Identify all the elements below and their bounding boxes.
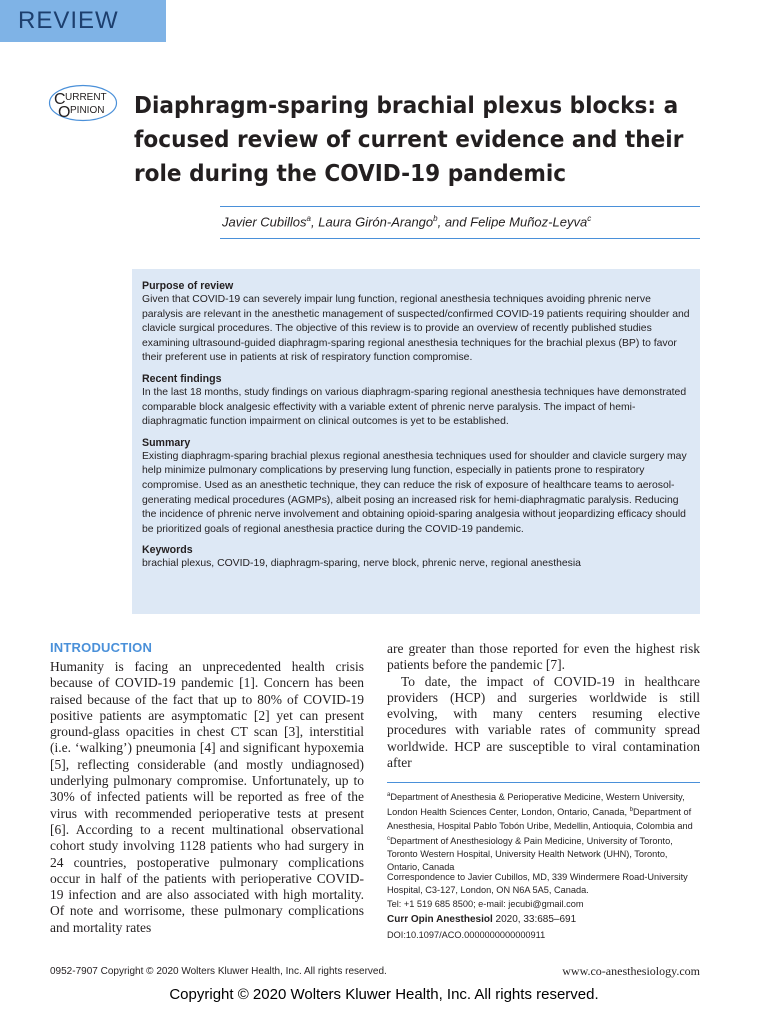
correspondence: Correspondence to Javier Cubillos, MD, 339 Windermere Road-University Hospital, C3-127, London, ON N6A 5A5, Canada. xyxy=(387,872,688,896)
logo-word-pinion: PINION xyxy=(70,105,105,116)
purpose-heading: Purpose of review xyxy=(142,280,234,292)
logo-letter-c: C xyxy=(54,91,66,108)
keywords-heading: Keywords xyxy=(142,544,193,557)
body-column-left: Humanity is facing an unprecedented health crisis because of COVID-19 pandemic [1]. Concern has been raised because of the fact that up to 80% of COVID-19 positive patients are asymptomatic [2] yet can present ground-glass opacities in chest CT scan [3], interstitial (i.e. ‘walking’) pneumonia [4] and significant hypoxemia [5], reflecting considerable (and mostly undiagnosed) underlying pulmonary compromise. Unfortunately, up to 30% of infected patients will be reported as free of the virus with recommended perioperative tests at present [6]. According to a recent multinational observational cohort study involving 1128 patients who had surgery in 24 countries, postoperative pulmonary complications occur in half of the patients with perioperative COVID-19 infection and are also associated with high mortality. Of note and worrisome, these pulmonary complications and mortality rates xyxy=(50,659,364,935)
author-name: Felipe Muñoz-Leyva xyxy=(470,214,588,230)
introduction-heading: INTRODUCTION xyxy=(50,640,153,655)
doi[interactable]: DOI:10.1097/ACO.0000000000000911 xyxy=(387,930,546,940)
affiliations: $^a$Department of Anesthesia & Perioperative Medicine, Western University, London Health Sciences Center, London, Ontario, Canada, $^b$Department of Anesthesia, Hospital Pablo Tobón Uribe, Medellin, Antioquia, Colombia and $^c$Department of Anesthesiology & Pain Medicine, University of Toronto, Toronto Western Hospital, University Health Network (UHN), Toronto, Ontario, Canada xyxy=(387,792,693,873)
findings-heading: Recent findings xyxy=(142,372,222,385)
article-title: Diaphragm-sparing brachial plexus blocks: a focused review of current evidence and their role during the COVID-19 pandemic xyxy=(134,91,684,187)
section-tab: REVIEW xyxy=(0,0,166,42)
author-list xyxy=(222,214,591,229)
body-column-right xyxy=(387,641,700,771)
author-affiliation-mark: c xyxy=(587,214,592,223)
contact-info[interactable]: Tel: +1 519 685 8500; e-mail: jecubi@gmail.com xyxy=(387,899,584,909)
logo-letter-o: O xyxy=(58,104,71,121)
footnote-rule xyxy=(387,782,700,783)
journal-name: Curr Opin Anesthesiol xyxy=(387,914,493,925)
copyright-watermark: Copyright © 2020 Wolters Kluwer Health, Inc. All rights reserved. xyxy=(169,986,599,1003)
logo-word-urrent: URRENT xyxy=(65,92,107,103)
findings-text: In the last 18 months, study findings on various diaphragm-sparing regional anesthesia techniques have demonstrated comparable block analgesic effectivity with a variable extent of phrenic nerve paralysis. The impact of hemi-diaphragmatic function impairment on clinical outcomes is yet to be established. xyxy=(142,386,687,428)
author-separator: , and xyxy=(437,214,471,230)
author-separator: , xyxy=(311,214,319,230)
abstract-box xyxy=(132,269,700,614)
current-opinion-logo xyxy=(48,84,118,122)
footer-issn-copyright: 0952-7907 Copyright © 2020 Wolters Kluwer Health, Inc. All rights reserved. xyxy=(50,966,387,977)
purpose-text: Given that COVID-19 can severely impair lung function, regional anesthesia techniques avoiding phrenic nerve paralysis are relevant in the anesthetic management of suspected/confirmed COVID-19 patients requiring shoulder and clavicle surgical procedures. The objective of this review is to provide an overview of recently published studies examining ultrasound-guided diaphragm-sparing regional anesthesia techniques for the brachial plexus (BP) to favor their preferent use in patients at risk of respiratory function compromise. xyxy=(142,294,690,364)
summary-text: Existing diaphragm-sparing brachial plexus regional anesthesia techniques used for shoulder and clavicle surgery may help minimize pulmonary complications by preserving lung function, especially in patients prone to respiratory compromise. Used as an anesthetic technique, they can reduce the risk of exposure of healthcare teams to aerosol-generating medical procedures (AGMPs), albeit posing an increased risk for hemi-diaphragmatic paralysis. Reducing the incidence of phrenic nerve involvement and obtaining opioid-sparing analgesia without jeopardizing efficacy should be prioritized goals of regional anesthesia practice during the COVID-19 pandemic. xyxy=(142,450,687,535)
keywords-text: brachial plexus, COVID-19, diaphragm-sparing, nerve block, phrenic nerve, regional anesthesia xyxy=(142,558,581,570)
journal-url[interactable]: www.co-anesthesiology.com xyxy=(562,964,700,978)
title-rule xyxy=(220,206,700,207)
author-affiliation-mark: a xyxy=(306,214,311,223)
body-paragraph: To date, the impact of COVID-19 in healthcare providers (HCP) and surgeries worldwide is still evolving, with many centers resuming elective procedures with variable rates of community spread worldwide. HCP are susceptible to viral contamination after xyxy=(387,673,700,771)
author-name: Laura Girón-Arango xyxy=(318,214,434,230)
authors-rule xyxy=(220,238,700,239)
body-paragraph: are greater than those reported for even the highest risk patients before the pandemic [7]. xyxy=(387,641,700,673)
author-affiliation-mark: b xyxy=(433,214,438,223)
summary-heading: Summary xyxy=(142,436,191,449)
journal-citation: Curr Opin Anesthesiol 2020, 33:685–691 xyxy=(387,914,577,925)
author-name: Javier Cubillos xyxy=(222,214,307,230)
